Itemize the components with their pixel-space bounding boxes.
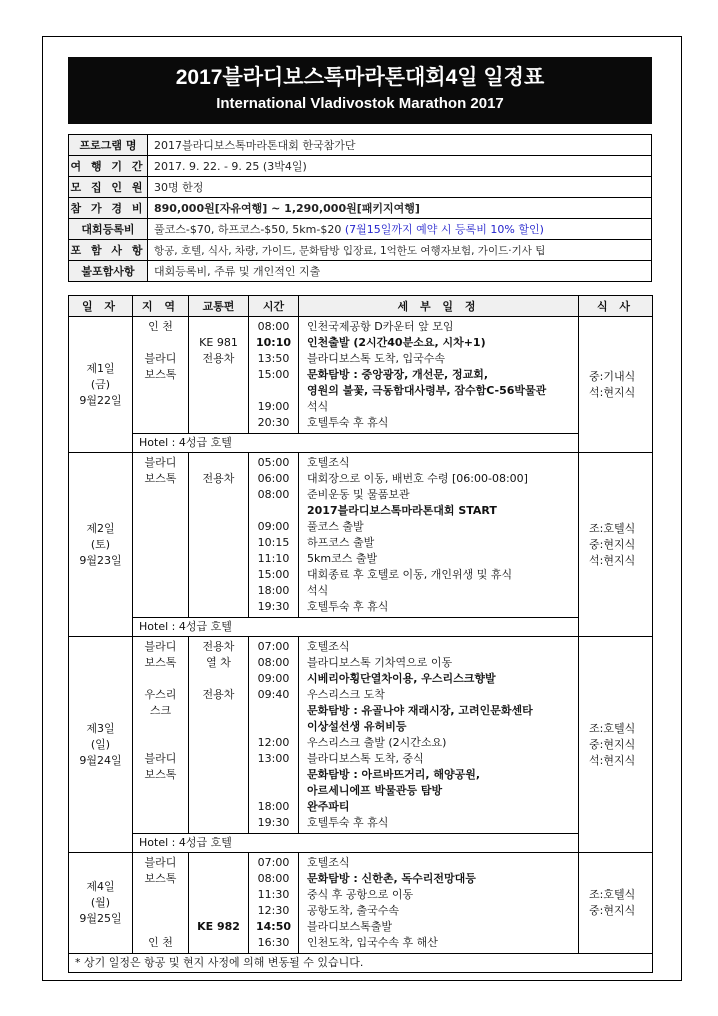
- info-table: [68, 134, 652, 282]
- time-value: 07:00: [257, 856, 290, 869]
- meal-cell: [579, 317, 653, 453]
- region-cell: [133, 453, 189, 618]
- detail-cell: [299, 453, 579, 618]
- time-value: 11:10: [257, 552, 290, 565]
- transport-cell: [189, 637, 249, 834]
- region-line: [137, 919, 184, 935]
- day-label-line: 9월24일: [79, 753, 122, 767]
- transport-line: [193, 319, 244, 335]
- day-label-line: 제3일: [86, 721, 115, 735]
- itinerary-item: 영원의 불꽃, 극동함대사령부, 잠수함C-56박물관: [307, 384, 547, 397]
- transport-cell: [189, 853, 249, 954]
- itinerary-item: 호텔조식: [307, 640, 350, 653]
- title-korean: 2017블라디보스톡마라톤대회4일 일정표: [175, 66, 545, 89]
- header-detail: 세 부 일 정: [299, 296, 579, 317]
- time-value: [251, 703, 296, 719]
- recruit-value: 30명 한정: [148, 177, 652, 198]
- cost-value: 890,000원[자유여행] ~ 1,290,000원[패키지여행]: [148, 198, 652, 219]
- time-value: 13:00: [257, 752, 290, 765]
- transport-line: 전용차: [202, 640, 235, 653]
- hotel-info: Hotel : 4성급 호텔: [133, 434, 579, 453]
- time-value: 13:50: [257, 352, 290, 365]
- region-line: 우스리: [144, 688, 177, 701]
- region-cell: [133, 637, 189, 834]
- recruit-label: 모 집 인 원: [69, 177, 148, 198]
- day-label-line: 9월22일: [79, 393, 122, 407]
- itinerary-item: 5km코스 출발: [307, 552, 378, 565]
- region-line: 보스톡: [144, 872, 177, 885]
- excluded-label: 불포함사항: [69, 261, 148, 282]
- itinerary-item: 블라디보스톡 도착, 중식: [307, 752, 424, 765]
- itinerary-item: 호텔조식: [307, 456, 350, 469]
- time-value: 16:30: [257, 936, 290, 949]
- time-value: 05:00: [257, 456, 290, 469]
- cost-label: 참 가 경 비: [69, 198, 148, 219]
- program-value: 2017블라디보스톡마라톤대회 한국참가단: [148, 135, 652, 156]
- itinerary-item: 공항도착, 출국수속: [307, 904, 400, 917]
- transport-line: KE 982: [197, 920, 240, 933]
- region-line: 인 천: [148, 936, 173, 949]
- day-label-line: (토): [90, 537, 111, 551]
- region-line: 블라디: [144, 456, 177, 469]
- day-label: [69, 637, 133, 853]
- region-line: 블라디: [144, 640, 177, 653]
- hotel-row: [69, 834, 653, 853]
- time-value: 20:30: [257, 416, 290, 429]
- footnote: * 상기 일정은 항공 및 현지 사정에 의해 변동될 수 있습니다.: [69, 954, 653, 973]
- meal-line: 조:호텔식: [589, 521, 636, 535]
- info-row-program: [69, 135, 652, 156]
- itinerary-item: 호텔조식: [307, 856, 350, 869]
- itinerary-item: 인천국제공항 D카운터 앞 모임: [307, 320, 454, 333]
- info-row-included: [69, 240, 652, 261]
- day-label-line: (일): [90, 737, 111, 751]
- itinerary-item: 문화탐방 : 중앙광장, 개선문, 정교회,: [307, 368, 489, 381]
- itinerary-item: 인천출발 (2시간40분소요, 시차+1): [307, 336, 486, 349]
- meal-cell: [579, 453, 653, 637]
- meal-line: 석:현지식: [589, 753, 636, 767]
- included-label: 포 함 사 항: [69, 240, 148, 261]
- transport-line: 전용차: [202, 688, 235, 701]
- region-cell: [133, 317, 189, 434]
- region-line: 보스톡: [144, 368, 177, 381]
- time-value: [251, 767, 296, 783]
- itinerary-item: 하프코스 출발: [307, 536, 375, 549]
- meal-line: 중:기내식: [589, 369, 636, 383]
- day-label-line: 제4일: [86, 880, 115, 893]
- schedule-table: [68, 295, 653, 973]
- meal-line: 조:호텔식: [589, 888, 636, 901]
- day-label: [69, 853, 133, 954]
- title-english: International Vladivostok Marathon 2017: [216, 95, 504, 112]
- transport-line: 전용차: [202, 472, 235, 485]
- entry-fee-label: 대회등록비: [69, 219, 148, 240]
- region-line: 보스톡: [144, 656, 177, 669]
- entry-fee-discount: (7월15일까지 예약 시 등록비 10% 할인): [344, 223, 544, 236]
- itinerary-item: 풀코스 출발: [307, 520, 364, 533]
- region-line: 보스톡: [144, 768, 177, 781]
- time-value: 08:00: [257, 872, 290, 885]
- time-value: 14:50: [255, 920, 291, 933]
- day-label-line: 9월25일: [79, 912, 122, 925]
- time-value: 10:15: [257, 536, 290, 549]
- transport-cell: [189, 317, 249, 434]
- time-value: 15:00: [257, 368, 290, 381]
- itinerary-item: 시베리아횡단열차이용, 우스리스크향발: [307, 672, 496, 685]
- excluded-value: 대회등록비, 주류 및 개인적인 지출: [148, 261, 652, 282]
- region-line: 블라디: [144, 752, 177, 765]
- hotel-info: Hotel : 4성급 호텔: [133, 834, 579, 853]
- schedule-day-row: [69, 853, 653, 954]
- meal-line: 석:현지식: [589, 385, 636, 399]
- region-line: 인 천: [148, 320, 173, 333]
- hotel-row: [69, 434, 653, 453]
- time-value: [251, 783, 296, 799]
- transport-line: [193, 887, 244, 903]
- time-value: 15:00: [257, 568, 290, 581]
- itinerary-item: 중식 후 공항으로 이동: [307, 888, 414, 901]
- title-banner: [68, 57, 652, 124]
- region-line: [137, 719, 184, 735]
- region-line: 블라디: [144, 352, 177, 365]
- detail-cell: [299, 637, 579, 834]
- schedule-day-row: [69, 453, 653, 618]
- meal-line: 중:현지식: [589, 537, 636, 551]
- itinerary-item: 문화탐방 : 아르바뜨거리, 해양공원,: [307, 768, 481, 781]
- meal-line: 조:호텔식: [589, 721, 636, 735]
- transport-line: KE 981: [199, 336, 238, 349]
- info-row-excluded: [69, 261, 652, 282]
- info-row-period: [69, 156, 652, 177]
- detail-cell: [299, 853, 579, 954]
- footnote-row: [69, 954, 653, 973]
- schedule-day-row: [69, 637, 653, 834]
- time-value: 08:00: [257, 488, 290, 501]
- entry-fee-prices: 풀코스-$70, 하프코스-$50, 5km-$20: [154, 223, 345, 236]
- itinerary-item: 호텔투숙 후 휴식: [307, 416, 389, 429]
- header-day: 일 자: [69, 296, 133, 317]
- info-row-recruit: [69, 177, 652, 198]
- info-row-entry-fee: [69, 219, 652, 240]
- included-value: 항공, 호텔, 식사, 차량, 가이드, 문화탐방 입장료, 1억한도 여행자보험, 가이드·기사 팁: [148, 240, 652, 261]
- transport-line: [193, 871, 244, 887]
- time-value: [251, 503, 296, 519]
- transport-line: [193, 903, 244, 919]
- itinerary-item: 석식: [307, 584, 329, 597]
- itinerary-item: 우스리스크 도착: [307, 688, 385, 701]
- itinerary-item: 이상설선생 유허비등: [307, 720, 407, 733]
- region-line: [137, 735, 184, 751]
- time-value: 19:30: [257, 816, 290, 829]
- time-value: 07:00: [257, 640, 290, 653]
- region-line: [137, 903, 184, 919]
- time-value: [251, 719, 296, 735]
- time-value: 10:10: [255, 336, 291, 349]
- hotel-row: [69, 618, 653, 637]
- time-value: 11:30: [257, 888, 290, 901]
- hotel-info: Hotel : 4성급 호텔: [133, 618, 579, 637]
- info-row-cost: [69, 198, 652, 219]
- header-time: 시간: [249, 296, 299, 317]
- transport-cell: [189, 453, 249, 618]
- header-meal: 식 사: [579, 296, 653, 317]
- time-value: 19:30: [257, 600, 290, 613]
- header-transport: 교통편: [189, 296, 249, 317]
- meal-cell: [579, 853, 653, 954]
- meal-line: 중:현지식: [589, 904, 636, 917]
- itinerary-item: 완주파티: [307, 800, 350, 813]
- meal-line: 석:현지식: [589, 553, 636, 567]
- itinerary-item: 인천도착, 입국수속 후 해산: [307, 936, 438, 949]
- time-value: 08:00: [257, 320, 290, 333]
- schedule-header-row: [69, 296, 653, 317]
- itinerary-item: 블라디보스톡 도착, 입국수속: [307, 352, 446, 365]
- transport-line: [193, 455, 244, 471]
- region-line: [137, 335, 184, 351]
- itinerary-item: 우스리스크 출발 (2시간소요): [307, 736, 447, 749]
- region-line: [137, 887, 184, 903]
- time-value: 06:00: [257, 472, 290, 485]
- time-value: 09:00: [257, 520, 290, 533]
- day-label: [69, 317, 133, 453]
- entry-fee-value: [148, 219, 652, 240]
- time-value: 19:00: [257, 400, 290, 413]
- time-value: 18:00: [257, 584, 290, 597]
- time-value: 12:00: [257, 736, 290, 749]
- time-value: 12:30: [257, 904, 290, 917]
- program-label: 프로그램 명: [69, 135, 148, 156]
- time-value: [251, 383, 296, 399]
- itinerary-item: 문화탐방 : 유골나야 재래시장, 고려인문화센타: [307, 704, 533, 717]
- region-line: [137, 671, 184, 687]
- time-value: 08:00: [257, 656, 290, 669]
- itinerary-item: 준비운동 및 물품보관: [307, 488, 410, 501]
- transport-line: [193, 671, 244, 687]
- meal-cell: [579, 637, 653, 853]
- period-value: 2017. 9. 22. - 9. 25 (3박4일): [148, 156, 652, 177]
- itinerary-item: 대회장으로 이동, 배번호 수령 [06:00-08:00]: [307, 472, 528, 485]
- day-label-line: (금): [90, 377, 111, 391]
- time-cell: [249, 317, 299, 434]
- time-value: 09:40: [257, 688, 290, 701]
- time-value: 09:00: [257, 672, 290, 685]
- day-label-line: (월): [90, 896, 111, 909]
- meal-line: 중:현지식: [589, 737, 636, 751]
- itinerary-item: 문화탐방 : 신한촌, 독수리전망대등: [307, 872, 476, 885]
- region-cell: [133, 853, 189, 954]
- itinerary-item: 아르세니에프 박물관등 탐방: [307, 784, 443, 797]
- transport-line: 열 차: [206, 656, 231, 669]
- itinerary-item: 2017블라디보스톡마라톤대회 START: [307, 504, 497, 517]
- region-line: 스크: [149, 704, 172, 717]
- period-label: 여 행 기 간: [69, 156, 148, 177]
- itinerary-item: 호텔투숙 후 휴식: [307, 600, 389, 613]
- transport-line: [193, 855, 244, 871]
- schedule-day-row: [69, 317, 653, 434]
- detail-cell: [299, 317, 579, 434]
- transport-line: 전용차: [202, 352, 235, 365]
- itinerary-item: 블라디보스톡 기차역으로 이동: [307, 656, 453, 669]
- time-cell: [249, 853, 299, 954]
- time-value: 18:00: [257, 800, 290, 813]
- itinerary-item: 석식: [307, 400, 329, 413]
- itinerary-item: 대회종료 후 호텔로 이동, 개인위생 및 휴식: [307, 568, 513, 581]
- day-label-line: 9월23일: [79, 553, 122, 567]
- itinerary-item: 호텔투숙 후 휴식: [307, 816, 389, 829]
- day-label-line: 제1일: [86, 361, 115, 375]
- itinerary-item: 블라디보스톡출발: [307, 920, 393, 933]
- day-label: [69, 453, 133, 637]
- time-cell: [249, 453, 299, 618]
- time-cell: [249, 637, 299, 834]
- header-region: 지 역: [133, 296, 189, 317]
- region-line: 블라디: [144, 856, 177, 869]
- region-line: 보스톡: [144, 472, 177, 485]
- day-label-line: 제2일: [86, 521, 115, 535]
